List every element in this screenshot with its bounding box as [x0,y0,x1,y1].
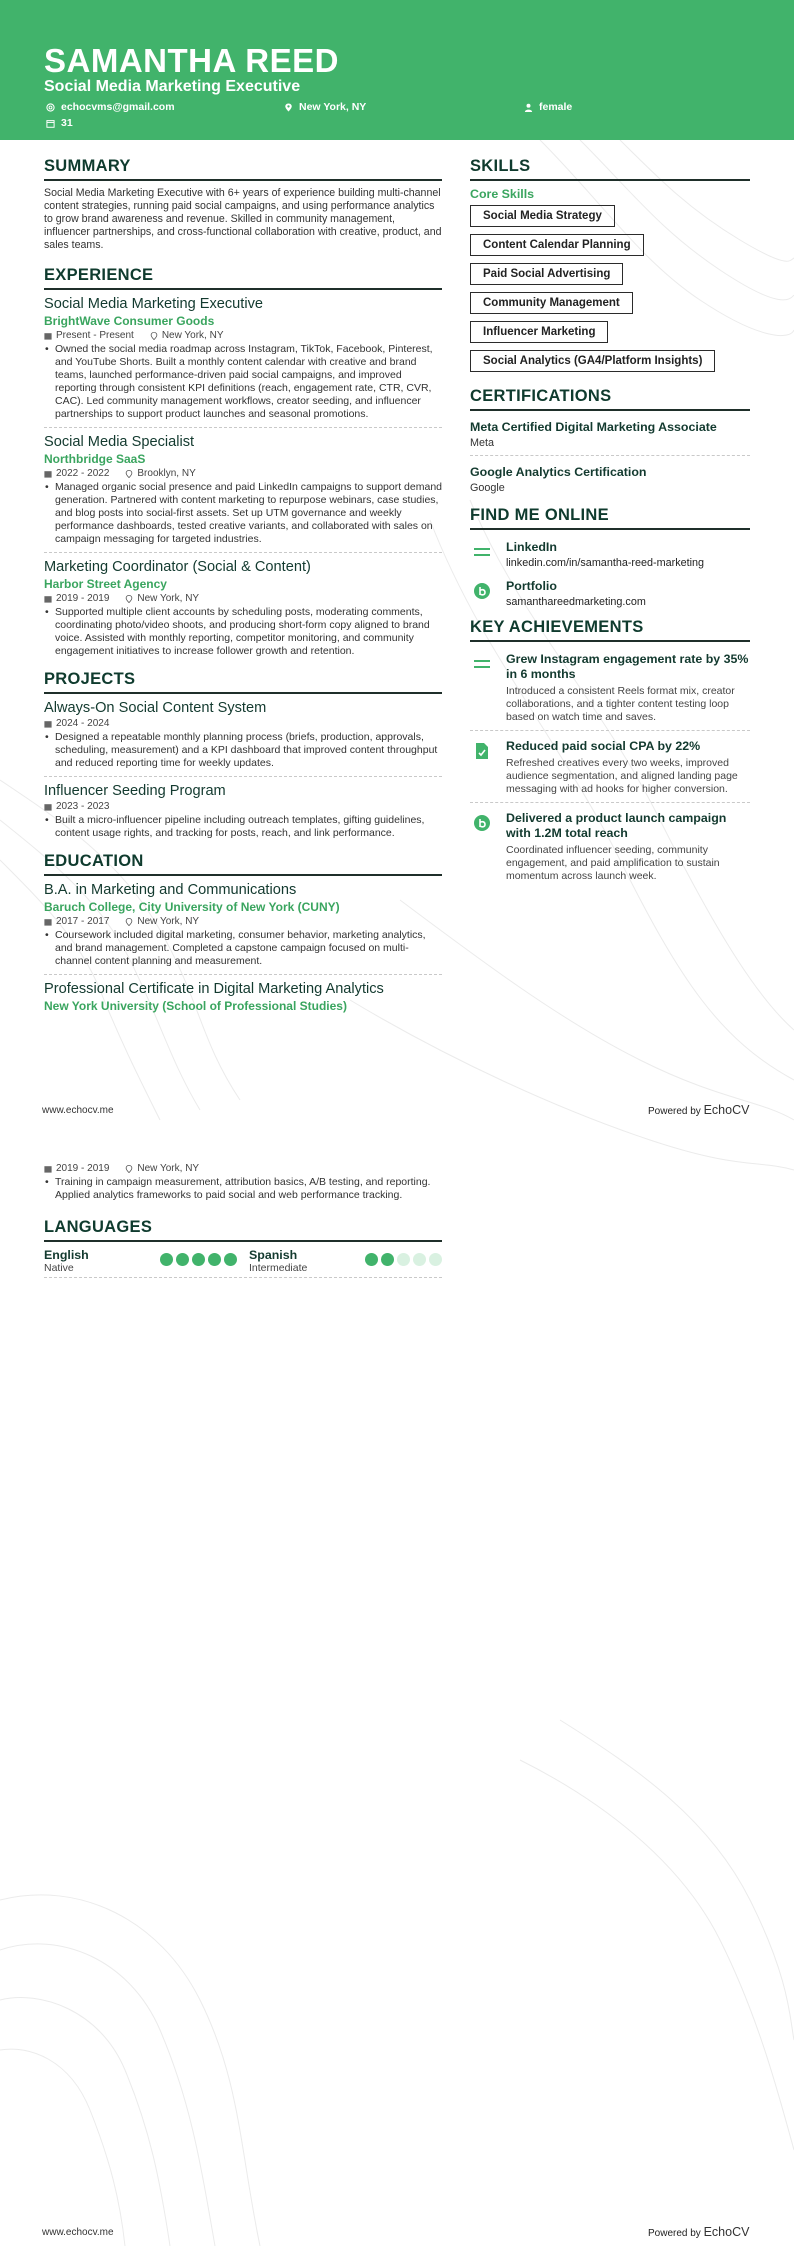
left-column [44,157,442,1027]
achievement-description: Coordinated influencer seeding, community engagement, and paid amplification to sustain momentum across launch week. [506,844,720,882]
achievements-list [470,652,750,889]
location-text: New York, NY [299,101,367,113]
location: New York, NY [137,1163,200,1174]
bullet-text: • Managed organic social presence and paid LinkedIn campaigns to support demand generation. Partnered with content marketing to repurpose webinars, case studies, and blog posts into social-first assets. Set up UTM governance and weekly performance dashboards, tested creative variants, and collaborated with sales on campaign messaging for targeted industries. [44,481,442,546]
date-range: 2019 - 2019 [56,593,110,604]
certifications-heading: CERTIFICATIONS [470,387,750,411]
education-list [44,882,442,1021]
online-item[interactable] [470,579,750,608]
calendar-icon [44,803,52,811]
contact-email[interactable] [46,101,175,113]
project-title: Always-On Social Content System [44,700,267,716]
language-item [44,1248,237,1274]
language-level: Intermediate [249,1262,308,1274]
calendar-icon [44,918,52,926]
right-column [470,157,750,897]
brand-name: EchoCV [703,1103,750,1117]
entry-meta [44,330,442,341]
proficiency-dots [365,1253,442,1266]
experience-entry [44,559,442,664]
skills-heading: SKILLS [470,157,750,181]
footer-powered-by[interactable] [648,1103,749,1117]
school-name: Baruch College, City University of New York (CUNY) [44,900,340,914]
education-entry [44,981,442,1021]
proficiency-dot [192,1253,205,1266]
online-list [470,540,750,608]
job-title: Social Media Marketing Executive [44,296,264,312]
bullet-text: • Designed a repeatable monthly planning process (briefs, production, approvals, scheduling, measurement) and a KPI dashboard that improved content throughput and reduced reporting time for weekly updates. [44,731,442,770]
date-range: 2024 - 2024 [56,718,110,729]
date-range: 2019 - 2019 [56,1163,110,1174]
location: Brooklyn, NY [137,468,196,479]
projects-list [44,700,442,846]
map-pin-icon [150,332,158,340]
experience-heading: EXPERIENCE [44,266,442,290]
certification-issuer: Meta [470,437,495,449]
company-name: Harbor Street Agency [44,577,167,591]
footer-site-link[interactable]: www.echocv.me [42,1105,114,1116]
footer-site-link[interactable]: www.echocv.me [42,2227,114,2238]
education-continuation [44,1163,442,1278]
company-name: Northbridge SaaS [44,452,146,466]
certification-issuer: Google [470,482,505,494]
bullet-text: • Built a micro-influencer pipeline including outreach templates, gifting guidelines, content usage rights, and tracking for posts, reach, and link performance. [44,814,442,840]
entry-meta [44,801,442,812]
achievement-item [470,652,750,731]
entry-meta [44,916,442,927]
online-label: Portfolio [506,579,557,593]
online-heading: FIND ME ONLINE [470,506,750,530]
date-range: 2017 - 2017 [56,916,110,927]
age-text: 31 [61,117,73,129]
candidate-name: SAMANTHA REED [44,42,339,79]
map-pin-icon [125,918,133,926]
email-text: echocvms@gmail.com [61,101,175,113]
location: New York, NY [137,593,200,604]
map-pin-icon [284,103,293,112]
experience-entry [44,296,442,428]
achievement-title: Reduced paid social CPA by 22% [506,739,701,753]
bullet-text: • Training in campaign measurement, attribution basics, A/B testing, and reporting. Applied analytics frameworks to paid social and web performance tracking. [44,1176,442,1202]
header-banner [0,0,794,140]
achievement-title: Grew Instagram engagement rate by 35% in 6 months [506,652,749,681]
proficiency-dot [224,1253,237,1266]
powered-label: Powered by [648,1106,701,1117]
achievement-description: Introduced a consistent Reels format mix, creator collaborations, and a tighter content testing loop based on watch time and saves. [506,685,735,723]
at-icon [46,103,55,112]
proficiency-dot [397,1253,410,1266]
certification-title: Meta Certified Digital Marketing Associate [470,420,717,434]
proficiency-dot [160,1253,173,1266]
project-entry [44,700,442,777]
achievement-description: Refreshed creatives every two weeks, improved audience segmentation, and aligned landing page messaging with ad hooks for higher conversion. [506,757,738,795]
bullet-text: • Coursework included digital marketing, consumer behavior, marketing analytics, and brand management. Completed a capstone campaign focused on multi-channel content planning and measurement. [44,929,442,968]
map-pin-icon [125,595,133,603]
portfolio-link[interactable]: samanthareedmarketing.com [506,596,646,608]
calendar-icon [44,470,52,478]
languages-list [44,1248,442,1278]
proficiency-dot [381,1253,394,1266]
proficiency-dot [365,1253,378,1266]
education-entry [44,882,442,975]
proficiency-dot [429,1253,442,1266]
degree-title: B.A. in Marketing and Communications [44,882,297,898]
entry-meta [44,468,442,479]
map-pin-icon [125,470,133,478]
certifications-list [470,417,750,500]
entry-meta [44,1163,442,1174]
date-range: 2022 - 2022 [56,468,110,479]
job-title: Marketing Coordinator (Social & Content) [44,559,311,575]
skill-chip: Influencer Marketing [470,321,608,343]
date-range: Present - Present [56,330,134,341]
location: New York, NY [161,330,224,341]
skill-chip: Social Analytics (GA4/Platform Insights) [470,350,715,372]
project-entry [44,783,442,846]
summary-heading: SUMMARY [44,157,442,181]
certification-item [470,417,750,456]
date-range: 2023 - 2023 [56,801,110,812]
skill-chip: Community Management [470,292,633,314]
skill-chip: Social Media Strategy [470,205,615,227]
calendar-icon [46,119,55,128]
badge-icon [473,582,491,600]
online-item[interactable] [470,540,750,569]
document-icon [474,742,490,760]
calendar-icon [44,720,52,728]
powered-label: Powered by [648,2228,701,2239]
language-name: Spanish [249,1248,298,1262]
bullet-text: • Supported multiple client accounts by scheduling posts, moderating comments, coordinating photo/video shoots, and producing short-form copy aligned to brand voice. Assisted with monthly reporting, competitor monitoring, and community engagement initiatives to increase follower growth and retention. [44,606,442,658]
entry-meta [44,593,442,604]
job-title: Social Media Specialist [44,434,195,450]
lines-icon [473,658,491,670]
company-name: BrightWave Consumer Goods [44,314,215,328]
skills-list [470,205,750,379]
education-heading: EDUCATION [44,852,442,876]
footer-powered-by[interactable] [648,2225,749,2239]
contact-location [284,101,366,113]
core-skills-label: Core Skills [470,187,535,201]
map-pin-icon [125,1165,133,1173]
skill-chip: Paid Social Advertising [470,263,623,285]
degree-title: Professional Certificate in Digital Marketing Analytics [44,981,384,997]
contact-gender [524,101,572,113]
lines-icon [473,546,491,558]
summary-text: Social Media Marketing Executive with 6+ years of experience building multi-channel content strategies, running paid social campaigns, and using performance analytics to grow brand awareness and revenue. Skilled in community management, influencer partnerships, and cross-functional collaboration with creative, product, and sales teams. [44,187,442,251]
language-name: English [44,1248,89,1262]
calendar-icon [44,1165,52,1173]
projects-heading: PROJECTS [44,670,442,694]
school-name: New York University (School of Professional Studies) [44,999,347,1013]
location: New York, NY [137,916,200,927]
certification-item [470,462,750,500]
proficiency-dots [160,1253,237,1266]
achievement-item [470,739,750,803]
languages-heading: LANGUAGES [44,1218,442,1242]
experience-entry [44,434,442,553]
certification-title: Google Analytics Certification [470,465,647,479]
candidate-title: Social Media Marketing Executive [44,78,301,95]
experience-list [44,296,442,664]
contact-age [46,117,73,129]
proficiency-dot [413,1253,426,1266]
bullet-text: • Owned the social media roadmap across Instagram, TikTok, Facebook, Pinterest, and YouTube Shorts. Built a monthly content calendar with creative and brand teams, launched performance-driven paid social campaigns, and improved reporting through consistent KPI definitions (reach, engagement rate, CTR, CVR, CAC). Led community management workflows, creator seeding, and influencer partnerships to support product launches and seasonal promotions. [44,343,442,421]
calendar-icon [44,332,52,340]
calendar-icon [44,595,52,603]
person-icon [524,103,533,112]
badge-icon [473,814,491,832]
gender-text: female [539,101,573,113]
achievement-item [470,811,750,889]
entry-meta [44,718,442,729]
project-title: Influencer Seeding Program [44,783,226,799]
online-label: LinkedIn [506,540,557,554]
proficiency-dot [176,1253,189,1266]
achievement-title: Delivered a product launch campaign with 1.2M total reach [506,811,727,840]
linkedin-link[interactable]: linkedin.com/in/samantha-reed-marketing [506,557,705,569]
brand-name: EchoCV [703,2225,750,2239]
achievements-heading: KEY ACHIEVEMENTS [470,618,750,642]
language-level: Native [44,1262,74,1274]
language-item [249,1248,442,1274]
proficiency-dot [208,1253,221,1266]
skill-chip: Content Calendar Planning [470,234,644,256]
